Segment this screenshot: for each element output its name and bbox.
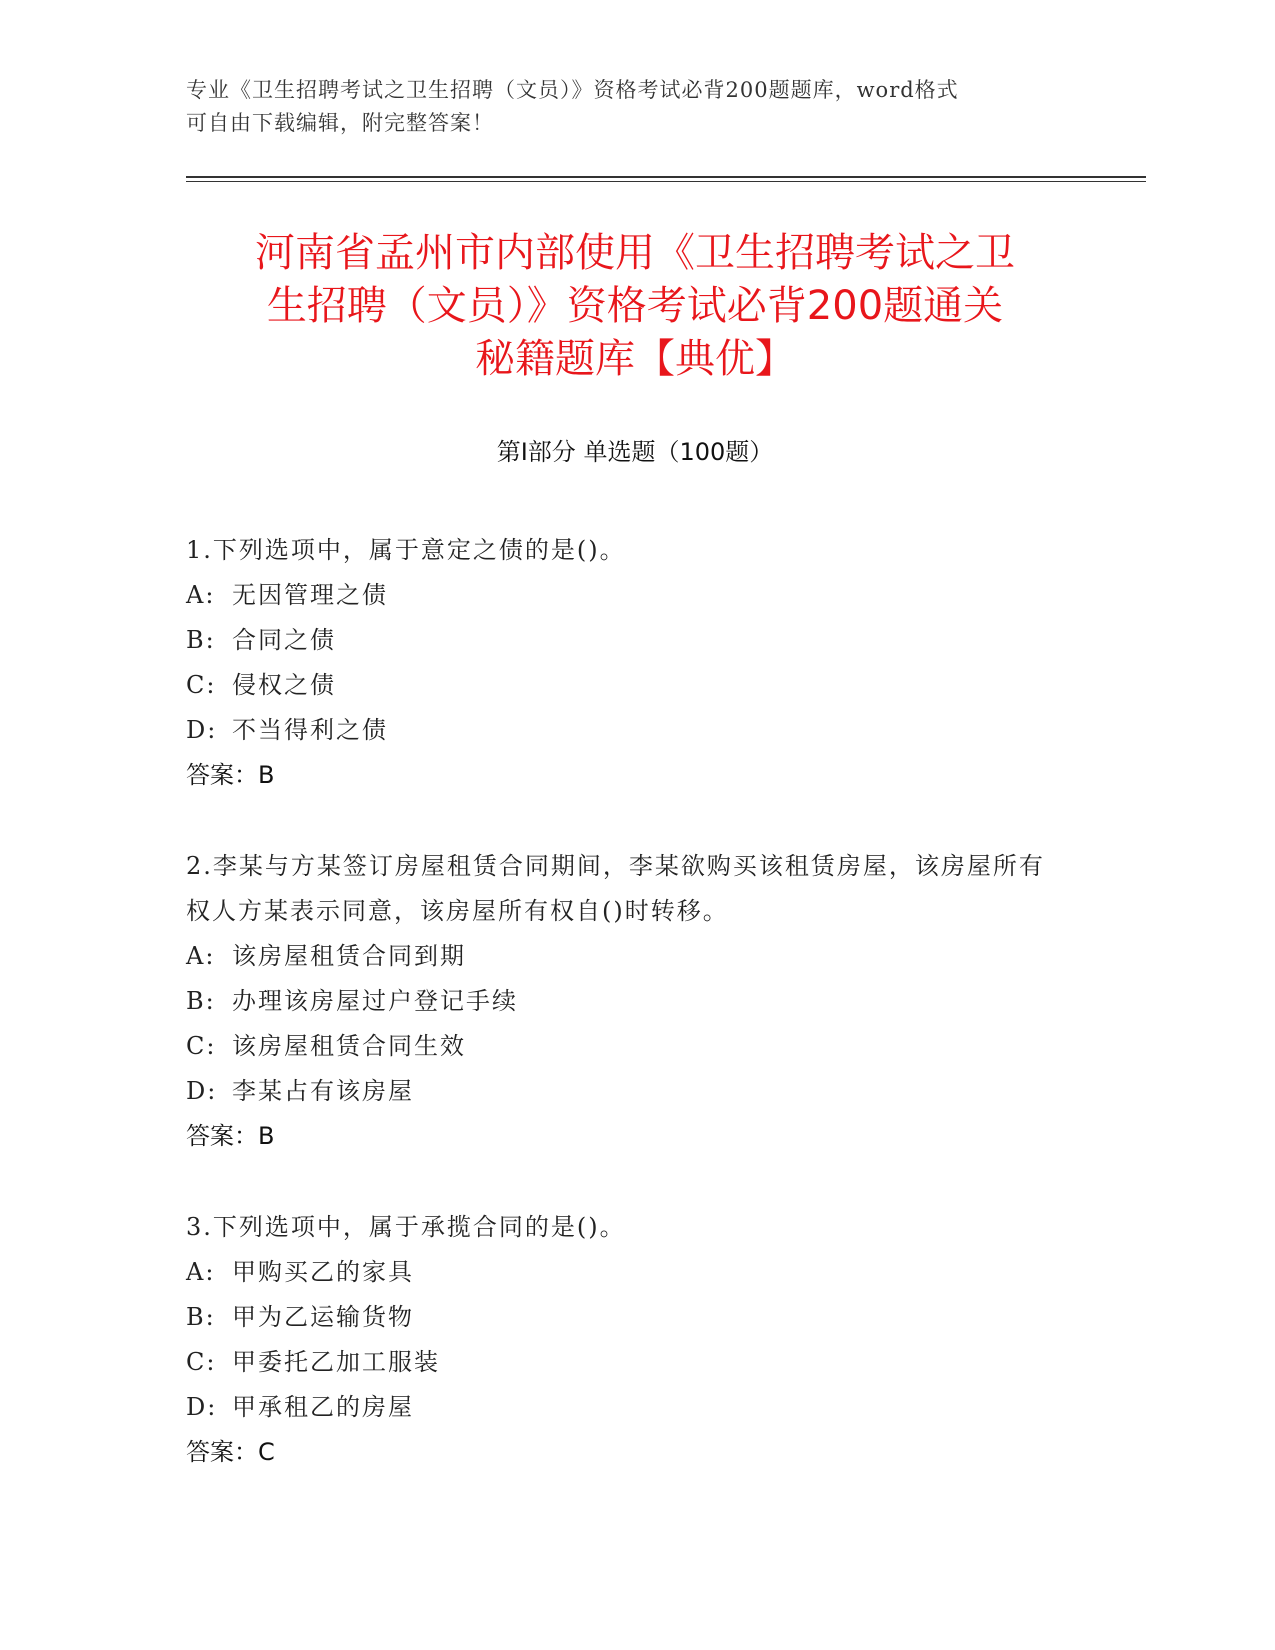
title-line-3: 秘籍题库【典优】 [475,336,795,382]
question-text: 1.下列选项中，属于意定之债的是()。 [186,536,626,564]
option-c [186,1340,1066,1385]
option-text: 合同之债 [232,626,336,654]
question-text: 3.下列选项中，属于承揽合同的是()。 [186,1213,626,1241]
option-text: 李某占有该房屋 [232,1077,414,1105]
question-text: 2.李某与方某签订房屋租赁合同期间，李某欲购买该租赁房屋，该房屋所有权人方某表示同意，该房屋所有权自()时转移。 [186,852,1045,925]
title-line-1: 河南省孟州市内部使用《卫生招聘考试之卫 [255,230,1015,276]
option-text: 甲购买乙的家具 [232,1258,414,1286]
option-text: 该房屋租赁合同生效 [232,1032,466,1060]
option-text: 侵权之债 [232,671,336,699]
option-b [186,979,1066,1024]
answer: 答案：C [186,1438,275,1466]
header-rule-thin [186,181,1146,182]
option-a [186,1250,1066,1295]
option-d [186,708,1066,753]
option-b [186,618,1066,663]
option-text: 甲委托乙加工服装 [232,1348,440,1376]
option-b [186,1295,1066,1340]
title-line-2: 生招聘（文员）》资格考试必背200题通关 [266,283,1004,329]
option-text: 不当得利之债 [232,716,388,744]
option-text: 办理该房屋过户登记手续 [232,987,518,1015]
option-text: 甲承租乙的房屋 [232,1393,414,1421]
option-c [186,663,1066,708]
question-item [186,844,1066,1159]
option-text: 无因管理之债 [232,581,388,609]
question-item [186,1205,1066,1475]
document-header [186,74,1066,140]
option-key: D: [186,716,218,744]
option-a [186,573,1066,618]
document-title [180,227,1090,386]
option-key: B: [186,626,216,654]
option-c [186,1024,1066,1069]
question-list [186,528,1066,1521]
header-line-2: 可自由下载编辑，附完整答案！ [186,111,494,135]
option-key: D: [186,1393,218,1421]
header-rule-thick [186,176,1146,178]
answer: 答案：B [186,1122,275,1150]
option-key: A: [186,1258,216,1286]
section-heading: 第Ⅰ部分 单选题（100题） [496,438,774,466]
option-text: 甲为乙运输货物 [232,1303,414,1331]
option-d [186,1069,1066,1114]
answer: 答案：B [186,761,275,789]
option-d [186,1385,1066,1430]
option-key: D: [186,1077,218,1105]
option-key: B: [186,987,216,1015]
option-key: A: [186,581,216,609]
option-key: A: [186,942,216,970]
option-key: B: [186,1303,216,1331]
option-a [186,934,1066,979]
question-item [186,528,1066,798]
option-key: C: [186,1032,217,1060]
option-key: C: [186,671,217,699]
option-text: 该房屋租赁合同到期 [232,942,466,970]
option-key: C: [186,1348,217,1376]
header-line-1: 专业《卫生招聘考试之卫生招聘（文员）》资格考试必背200题题库，word格式 [186,78,959,102]
